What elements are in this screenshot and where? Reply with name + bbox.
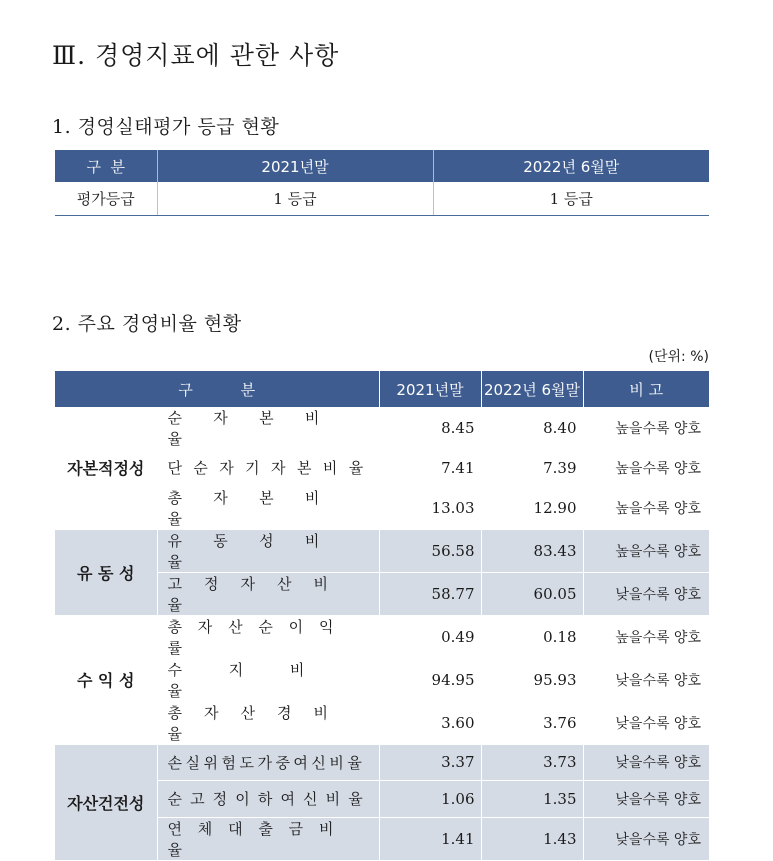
value-2022-cell: 0.18: [481, 615, 583, 658]
header-2022: 2022년 6월말: [481, 371, 583, 407]
header-2022: 2022년 6월말: [433, 150, 709, 182]
value-2021-cell: 3.60: [379, 701, 481, 744]
header-category: 구 분: [55, 371, 379, 407]
table-row: [55, 182, 709, 216]
value-2022-cell: 3.76: [481, 701, 583, 744]
value-2021-cell: 1.41: [379, 817, 481, 860]
item-cell: 손실위험도가중여신비율: [157, 744, 379, 781]
value-2022-cell: 3.73: [481, 744, 583, 781]
header-2021: 2021년말: [379, 371, 481, 407]
note-cell: 낮을수록 양호: [583, 817, 709, 860]
item-cell: 유동성비율: [157, 529, 379, 572]
item-cell: 총자본비율: [157, 486, 379, 529]
table-row: [55, 615, 709, 658]
value-2022-cell: 60.05: [481, 572, 583, 615]
value-2022-cell: 7.39: [481, 450, 583, 487]
table-row: [55, 407, 709, 450]
grade-table-header: [55, 150, 709, 182]
value-2022-cell: 1.43: [481, 817, 583, 860]
value-2022-cell: 12.90: [481, 486, 583, 529]
value-2021-cell: 56.58: [379, 529, 481, 572]
subsection-title-grade: 1. 경영실태평가 등급 현황: [52, 116, 280, 138]
value-2022-cell: 83.43: [481, 529, 583, 572]
item-cell: 총자산순이익률: [157, 615, 379, 658]
note-cell: 낮을수록 양호: [583, 781, 709, 818]
note-cell: 낮을수록 양호: [583, 744, 709, 781]
ratio-table-header: [55, 371, 709, 407]
ratio-table: [55, 371, 709, 861]
section-title: Ⅲ. 경영지표에 관한 사항: [52, 41, 340, 70]
note-cell: 높을수록 양호: [583, 486, 709, 529]
note-cell: 낮을수록 양호: [583, 658, 709, 701]
category-cell: 자본적정성: [55, 407, 157, 529]
item-cell: 순자본비율: [157, 407, 379, 450]
value-2021-cell: 3.37: [379, 744, 481, 781]
value-2021-cell: 0.49: [379, 615, 481, 658]
note-cell: 낮을수록 양호: [583, 701, 709, 744]
note-cell: 높을수록 양호: [583, 615, 709, 658]
table-row: [55, 744, 709, 781]
grade-2021: 1 등급: [157, 182, 433, 216]
table-row: [55, 529, 709, 572]
value-2021-cell: 7.41: [379, 450, 481, 487]
value-2021-cell: 1.06: [379, 781, 481, 818]
value-2022-cell: 8.40: [481, 407, 583, 450]
value-2021-cell: 58.77: [379, 572, 481, 615]
value-2021-cell: 8.45: [379, 407, 481, 450]
item-cell: 연체대출금비율: [157, 817, 379, 860]
category-cell: 수 익 성: [55, 615, 157, 744]
value-2021-cell: 13.03: [379, 486, 481, 529]
value-2022-cell: 1.35: [481, 781, 583, 818]
note-cell: 높을수록 양호: [583, 407, 709, 450]
category-cell: 유 동 성: [55, 529, 157, 615]
note-cell: 높을수록 양호: [583, 450, 709, 487]
item-cell: 총자산경비율: [157, 701, 379, 744]
unit-label: (단위: %): [648, 349, 709, 365]
item-cell: 순고정이하여신비율: [157, 781, 379, 818]
value-2021-cell: 94.95: [379, 658, 481, 701]
note-cell: 낮을수록 양호: [583, 572, 709, 615]
item-cell: 수지비율: [157, 658, 379, 701]
note-cell: 높을수록 양호: [583, 529, 709, 572]
value-2022-cell: 95.93: [481, 658, 583, 701]
header-2021: 2021년말: [157, 150, 433, 182]
grade-2022: 1 등급: [433, 182, 709, 216]
row-label: 평가등급: [55, 182, 157, 216]
ratio-table-body: [55, 407, 709, 860]
grade-table: [55, 150, 709, 216]
subsection-title-ratios: 2. 주요 경영비율 현황: [52, 313, 242, 335]
item-cell: 단순자기자본비율: [157, 450, 379, 487]
item-cell: 고정자산비율: [157, 572, 379, 615]
header-category: 구 분: [55, 150, 157, 182]
category-cell: 자산건전성: [55, 744, 157, 860]
header-note: 비 고: [583, 371, 709, 407]
